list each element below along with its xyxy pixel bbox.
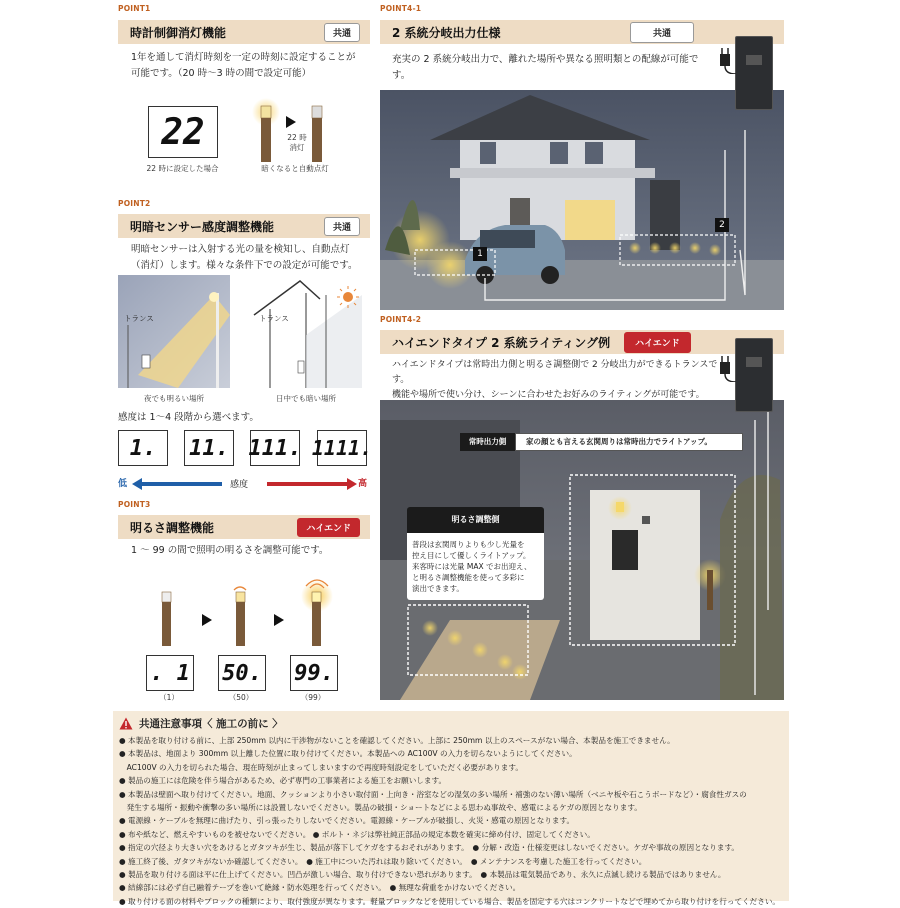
lamp-low [162, 602, 171, 646]
note-line: ● 電源線・ケーブルを無理に曲げたり、引っ張ったりしないでください。電源線・ケーブルが破損し、火災・感電の原因となります。 [119, 816, 575, 826]
entrance-wall [590, 490, 700, 640]
dim-line-1: 普段は玄関周りよりも少し光量を [412, 540, 525, 549]
point3-title: 明るさ調整機能 [130, 520, 215, 535]
point1-title: 時計制御消灯機能 [130, 25, 227, 40]
point1-title-bar [118, 20, 370, 44]
streetlight-lamp [209, 292, 219, 302]
note-line: AC100V の入力を切られた場合、現在時刻が止まってしまいますので再度時刻設定をしていただく必要があります。 [119, 762, 523, 772]
dim-line-3: 来客時には光量 MAX でお出迎え、 [412, 562, 532, 571]
sens-level-3: 111. [250, 430, 300, 466]
bright-cap-1: （1） [159, 693, 179, 702]
lamp-head-off [312, 106, 322, 118]
point2-cap-day: 日中でも暗い場所 [276, 394, 336, 403]
sens-text: 感度は 1〜4 段階から選べます。 [118, 412, 259, 423]
bright-cap-50: （50） [228, 693, 254, 702]
sun-icon [343, 292, 353, 302]
point42-desc-line2: 機能や場所で使い分け、シーンに合わせたお好みのライティングが可能です。 [392, 390, 705, 400]
note-line: ● 本製品は、地面より 300mm 以上離した位置に取り付けてください。本製品への AC100V の入力を切らないようにしてください。 [119, 749, 577, 759]
constant-text: 家の顔とも言える玄関周りは常時出力でライトアップ。 [515, 433, 743, 451]
point2-desc-line1: 明暗センサーは入射する光の量を検知し、自動点灯 [131, 244, 350, 255]
point1-cap-light: 暗くなると自動点灯 [261, 164, 329, 173]
power-plug-icon-2 [712, 352, 742, 382]
dim-line-2: 控え目にして優しくライトアップ。 [412, 551, 531, 560]
sens-level-1: 1. [118, 430, 168, 466]
point2-cap-night: 夜でも明るい場所 [144, 394, 204, 403]
point41-label: POINT4-1 [380, 4, 422, 13]
arrow-left-blue-icon [132, 478, 222, 490]
point42-title-bar [380, 330, 784, 354]
point2-title-bar [118, 214, 370, 238]
sens-level-2: 11. [184, 430, 234, 466]
point2-badge: 共通 [324, 217, 360, 236]
lamp-pole-on [261, 118, 271, 162]
point2-desc-line2: （消灯）します。様々な条件下での設定が可能です。 [131, 260, 358, 271]
marker-1: 1 [473, 247, 487, 261]
arrow-right-icon [286, 116, 296, 128]
point3-desc: 1 〜 99 の間で照明の明るさを調整可能です。 [131, 545, 329, 556]
note-line: ● 布や紙など、燃えやすいものを被せないでください。 ● ボルト・ネジは弊社純正部品の規定本数を確実に締め付け、固定してください。 [119, 829, 595, 839]
note-line: ● 施工終了後、ガタツキがないか確認してください。 ● 施工中についた汚れは取り除いてください。 ● メンテナンスを考慮した施工を行ってください。 [119, 856, 647, 866]
bright-value-1: . 1 [146, 655, 194, 691]
night-bright-illustration [118, 275, 230, 388]
transformer-box-day [298, 361, 304, 373]
sens-level-4: 1111. [317, 430, 367, 466]
dim-line-5: 演出できます。 [412, 584, 464, 593]
point2-desc [131, 242, 371, 274]
note-line: ● 本製品は壁面へ取り付けてください。地面、クッションより小さい取付面・上向き・浴室などの湿気の多い場所・補強のない薄い場所（ベニヤ板や石こうボードなど）・腐食性ガスの [119, 789, 747, 799]
point41-desc: 充実の 2 系統分岐出力で、離れた場所や異なる照明類との配線が可能です。 [392, 54, 699, 81]
point42-badge: ハイエンド [624, 332, 691, 353]
note-line: ● 結線部には必ず自己融着テープを巻いて絶縁・防水処理を行ってください。 ● 無理な荷重をかけないでください。 [119, 883, 521, 893]
lit-window [565, 200, 615, 240]
lamp-pole-off [312, 118, 322, 162]
lamp-head-on [261, 106, 271, 118]
note-line: 発生する場所・振動や衝撃の多い場所には設置しないでください。製品の破損・ショートなどによる思わぬ事故や、感電によるケガの原因となります。 [119, 803, 642, 813]
point1-desc-line1: 1年を通して消灯時刻を一定の時刻に設定することが [131, 52, 356, 63]
point42-label: POINT4-2 [380, 315, 422, 324]
bright-value-99: 99. [290, 655, 338, 691]
trans-label-b: トランス [259, 314, 289, 323]
dim-label: 明るさ調整側 [407, 507, 544, 533]
point41-title: 2 系統分岐出力仕様 [392, 25, 501, 40]
point41-badge: 共通 [630, 22, 694, 43]
point3-label: POINT3 [118, 500, 151, 509]
transformer-box [142, 355, 150, 368]
point1-cap-display: 22 時に設定した場合 [146, 164, 219, 173]
point1-desc-line2: 可能です。（20 時〜3 時の間で設定可能） [131, 68, 312, 79]
arrow-caption-off: 消灯 [289, 143, 305, 152]
house-night-illustration [380, 90, 784, 310]
arrow-right-icon-2 [274, 614, 284, 626]
point2-title: 明暗センサー感度調整機能 [130, 219, 275, 234]
day-dark-illustration [250, 275, 362, 388]
notes-title: 共通注意事項〈 施工の前に 〉 [139, 718, 283, 730]
note-line: ● 製品の施工には危険を伴う場合があるため、必ず専門の工事業者による施工をお願いします。 [119, 776, 447, 786]
notes-header [119, 716, 283, 731]
note-line: ● 指定の穴径より大きい穴をあけるとガタツキが生じ、製品が落下してケガをするおそれがあります。 ● 分解・改造・仕様変更はしないでください。ケガや事故の原因となります。 [119, 843, 740, 853]
notes-list [119, 734, 783, 908]
lamp-high [312, 602, 321, 646]
arrow-caption-time: 22 時 [287, 133, 307, 142]
power-plug-icon [712, 44, 742, 74]
sens-high: 高 [358, 479, 368, 489]
bright-value-50: 50. [218, 655, 266, 691]
point41-title-bar [380, 20, 784, 44]
timer-display: 22 [148, 106, 218, 158]
point1-label: POINT1 [118, 4, 151, 13]
point42-desc [392, 358, 732, 403]
constant-label: 常時出力側 [460, 433, 515, 451]
brightness-lamps [150, 570, 370, 650]
point2-label: POINT2 [118, 199, 151, 208]
arrow-right-red-icon [267, 478, 357, 490]
point1-arrow-caption [282, 133, 312, 153]
dim-line-4: と明るさ調整機能を使って多彩に [412, 573, 525, 582]
streetlight-pole [216, 293, 219, 388]
note-line: ● 取り付ける面の材料やブロックの種類により、取付強度が異なります。軽量ブロックなどを使用している場合、製品を固定する穴はコンクリートなどで埋めてから取り付けを行ってください。 [119, 896, 781, 906]
point1-badge: 共通 [324, 23, 360, 42]
sens-low: 低 [118, 479, 128, 489]
dim-text [407, 533, 544, 600]
note-line: ● 本製品を取り付ける前に、上部 250mm 以内に干渉物がないことを確認してください。上部に 250mm 以上のスペースがない場合、本製品を施工できません。 [119, 736, 675, 745]
point42-desc-line1: ハイエンドタイプは常時出力側と明るさ調整側で 2 分岐出力ができるトランスです。 [392, 360, 718, 385]
notes-panel [113, 711, 789, 906]
point3-badge: ハイエンド [297, 518, 360, 537]
point3-title-bar [118, 515, 370, 539]
bright-cap-99: （99） [300, 693, 326, 702]
trans-label-a: トランス [124, 314, 154, 323]
lamp-mid [236, 602, 245, 646]
marker-2: 2 [715, 218, 729, 232]
note-line: ● 製品を取り付ける面は平に仕上げてください。凹凸が激しい場合、取り付けできない恐れがあります。 ● 本製品は電気製品であり、永久に点滅し続ける製品ではありません。 [119, 870, 726, 880]
mailbox [612, 530, 638, 570]
warning-icon [119, 717, 133, 730]
sens-mid: 感度 [230, 480, 249, 490]
arrow-right-icon-1 [202, 614, 212, 626]
point42-title: ハイエンドタイプ 2 系統ライティング例 [392, 335, 611, 350]
point1-desc [131, 50, 371, 82]
